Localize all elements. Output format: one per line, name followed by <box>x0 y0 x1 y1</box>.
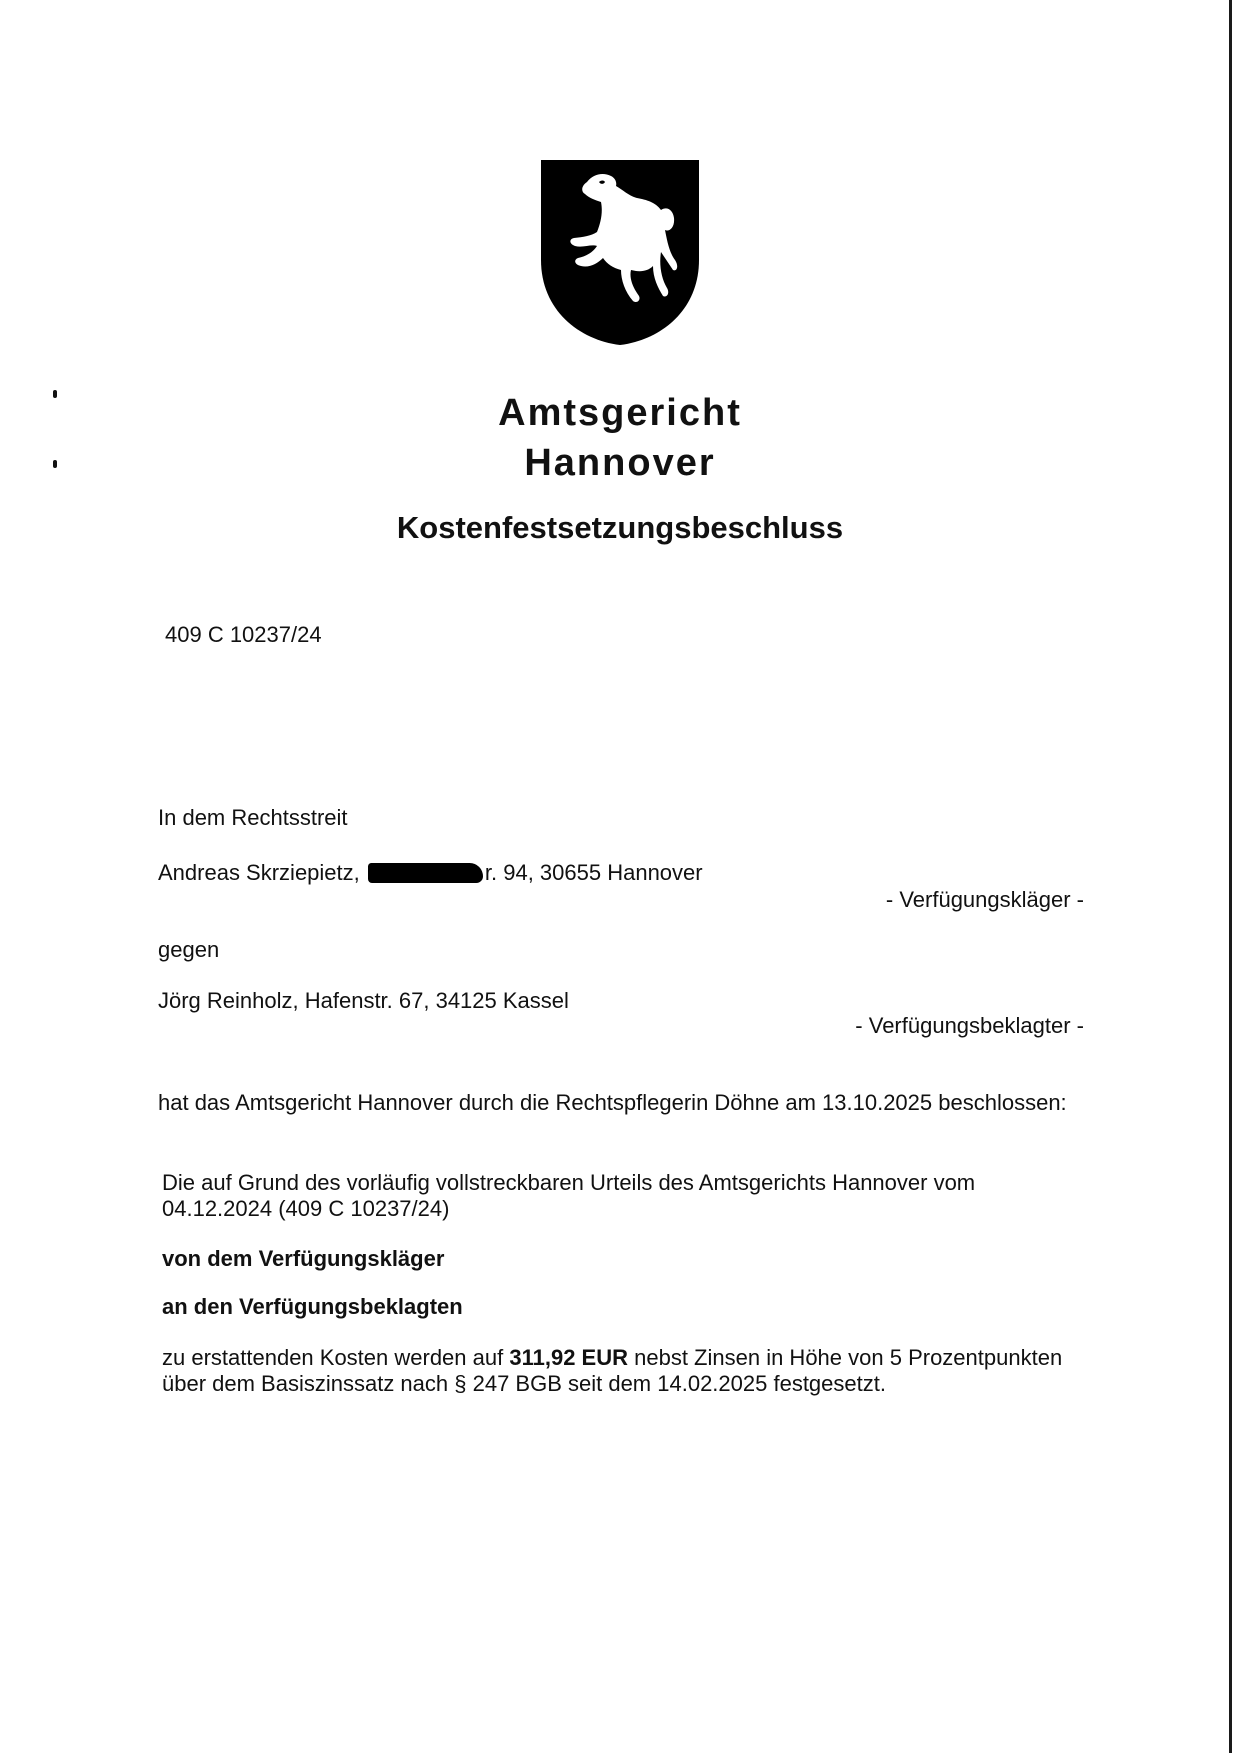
from-party: von dem Verfügungskläger <box>162 1246 445 1271</box>
court-crest <box>541 160 699 345</box>
court-name <box>440 388 800 488</box>
costs-line1 <box>162 1345 1062 1371</box>
plaintiff-role: - Verfügungskläger - <box>885 887 1084 912</box>
defendant-role: - Verfügungsbeklagter - <box>855 1013 1084 1038</box>
proceedings-intro: In dem Rechtsstreit <box>158 805 348 830</box>
plaintiff-address: r. 94, 30655 Hannover <box>484 860 703 885</box>
court-name-line2: Hannover <box>524 442 716 484</box>
decision-line1: Die auf Grund des vorläufig vollstreckbaren Urteils des Amtsgerichts Hannover vom <box>162 1170 976 1195</box>
cost-amount: 311,92 EUR <box>509 1345 628 1370</box>
plaintiff-name: Andreas Skrziepietz, <box>158 860 360 885</box>
plaintiff-line <box>158 860 703 886</box>
scan-artifact-dot <box>53 460 57 468</box>
scan-artifact-dot <box>53 390 57 398</box>
defendant-line: Jörg Reinholz, Hafenstr. 67, 34125 Kassel <box>158 988 569 1013</box>
court-name-line1: Amtsgericht <box>498 392 742 434</box>
case-number: 409 C 10237/24 <box>165 622 322 647</box>
document-title: Kostenfestsetzungsbeschluss <box>396 510 844 545</box>
costs-post: nebst Zinsen in Höhe von 5 Prozentpunkten <box>634 1345 1063 1370</box>
costs-pre: zu erstattenden Kosten werden auf <box>162 1345 504 1370</box>
lower-saxony-horse-crest-icon <box>541 160 699 345</box>
decision-line2: 04.12.2024 (409 C 10237/24) <box>162 1196 450 1221</box>
costs-line2: über dem Basiszinssatz nach § 247 BGB seit dem 14.02.2025 festgesetzt. <box>162 1371 886 1396</box>
versus-label: gegen <box>158 937 220 962</box>
to-party: an den Verfügungsbeklagten <box>162 1294 463 1319</box>
scan-border-line <box>1229 0 1232 1753</box>
redaction-mark <box>368 863 483 883</box>
decision-preamble: hat das Amtsgericht Hannover durch die Rechtspflegerin Döhne am 13.10.2025 beschlossen: <box>158 1090 1067 1115</box>
